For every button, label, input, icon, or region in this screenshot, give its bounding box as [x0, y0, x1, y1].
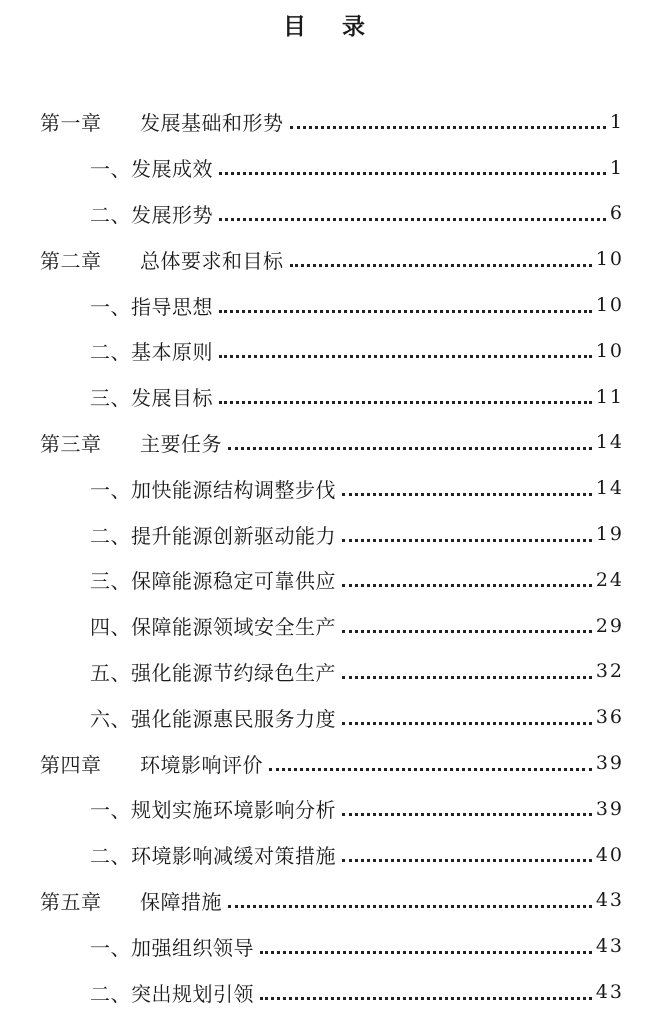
- entry-title: 发展基础和形势: [140, 111, 284, 136]
- toc-entry-label: [90, 199, 213, 228]
- page-number: 1: [609, 156, 624, 179]
- page-number: 24: [595, 568, 624, 591]
- page-number: 39: [595, 797, 624, 820]
- page-number: 1: [609, 110, 624, 133]
- dot-leader: [342, 584, 592, 587]
- chapter-number: 第一章: [40, 111, 102, 136]
- entry-title: 二、发展形势: [90, 202, 213, 227]
- dot-leader: [342, 859, 592, 862]
- dot-leader: [342, 676, 592, 679]
- table-of-contents: [0, 99, 648, 1015]
- page-number: 43: [595, 981, 624, 1004]
- dot-leader: [219, 310, 592, 313]
- entry-title: 一、加强组织领导: [90, 935, 254, 960]
- toc-entry-label: [40, 107, 284, 136]
- dot-leader: [219, 218, 606, 221]
- page-number: 43: [595, 889, 624, 912]
- dot-leader: [219, 401, 592, 404]
- toc-chapter-entry[interactable]: [0, 99, 648, 145]
- entry-title: 环境影响评价: [140, 752, 263, 777]
- dot-leader: [219, 172, 606, 175]
- toc-section-entry[interactable]: [0, 557, 648, 603]
- page-number: 39: [595, 752, 624, 775]
- toc-section-entry[interactable]: [0, 282, 648, 328]
- page-title: 目 录: [282, 14, 379, 40]
- dot-leader: [342, 630, 592, 633]
- entry-title: 二、突出规划引领: [90, 981, 254, 1006]
- toc-entry-label: [90, 703, 336, 732]
- toc-chapter-entry[interactable]: [0, 236, 648, 282]
- page-number: 6: [609, 202, 624, 225]
- dot-leader: [228, 447, 592, 450]
- toc-chapter-entry[interactable]: [0, 740, 648, 786]
- dot-leader: [269, 768, 592, 771]
- entry-title: 主要任务: [140, 431, 222, 456]
- toc-entry-label: [90, 932, 254, 961]
- toc-entry-label: [40, 749, 263, 778]
- dot-leader: [342, 813, 592, 816]
- page-number: 10: [595, 248, 624, 271]
- toc-chapter-entry[interactable]: [0, 420, 648, 466]
- entry-title: 二、提升能源创新驱动能力: [90, 523, 336, 548]
- page-number: 29: [595, 614, 624, 637]
- toc-entry-label: [40, 428, 222, 457]
- chapter-number: 第五章: [40, 889, 102, 914]
- toc-entry-label: [90, 153, 213, 182]
- toc-entry-label: [90, 474, 336, 503]
- chapter-number: 第二章: [40, 248, 102, 273]
- entry-title: 一、指导思想: [90, 294, 213, 319]
- toc-entry-label: [40, 245, 284, 274]
- entry-title: 四、保障能源领域安全生产: [90, 615, 336, 640]
- page-number: 10: [595, 339, 624, 362]
- toc-section-entry[interactable]: [0, 191, 648, 237]
- dot-leader: [260, 951, 592, 954]
- toc-section-entry[interactable]: [0, 328, 648, 374]
- entry-title: 三、保障能源稳定可靠供应: [90, 569, 336, 594]
- page-number: 10: [595, 294, 624, 317]
- toc-section-entry[interactable]: [0, 465, 648, 511]
- toc-entry-label: [90, 794, 336, 823]
- page-number: 40: [595, 843, 624, 866]
- toc-section-entry[interactable]: [0, 832, 648, 878]
- entry-title: 二、基本原则: [90, 340, 213, 365]
- dot-leader: [342, 722, 592, 725]
- entry-title: 三、发展目标: [90, 386, 213, 411]
- dot-leader: [290, 264, 592, 267]
- toc-entry-label: [90, 565, 336, 594]
- entry-title: 一、规划实施环境影响分析: [90, 798, 336, 823]
- chapter-number: 第三章: [40, 431, 102, 456]
- page-number: 11: [595, 385, 624, 408]
- toc-entry-label: [40, 886, 222, 915]
- toc-section-entry[interactable]: [0, 603, 648, 649]
- toc-entry-label: [90, 382, 213, 411]
- toc-section-entry[interactable]: [0, 786, 648, 832]
- toc-entry-label: [90, 291, 213, 320]
- toc-entry-label: [90, 611, 336, 640]
- dot-leader: [342, 539, 592, 542]
- entry-title: 五、强化能源节约绿色生产: [90, 660, 336, 685]
- toc-entry-label: [90, 840, 336, 869]
- dot-leader: [228, 905, 592, 908]
- toc-section-entry[interactable]: [0, 923, 648, 969]
- toc-entry-label: [90, 520, 336, 549]
- page-number: 19: [595, 523, 624, 546]
- entry-title: 总体要求和目标: [140, 248, 284, 273]
- page-number: 14: [595, 477, 624, 500]
- toc-section-entry[interactable]: [0, 511, 648, 557]
- toc-section-entry[interactable]: [0, 145, 648, 191]
- page-number: 43: [595, 935, 624, 958]
- dot-leader: [260, 997, 592, 1000]
- toc-entry-label: [90, 978, 254, 1007]
- chapter-number: 第四章: [40, 752, 102, 777]
- entry-title: 六、强化能源惠民服务力度: [90, 706, 336, 731]
- page-number: 32: [595, 660, 624, 683]
- entry-title: 保障措施: [140, 889, 222, 914]
- toc-entry-label: [90, 336, 213, 365]
- toc-section-entry[interactable]: [0, 694, 648, 740]
- toc-chapter-entry[interactable]: [0, 878, 648, 924]
- toc-section-entry[interactable]: [0, 649, 648, 695]
- toc-entry-label: [90, 657, 336, 686]
- entry-title: 一、加快能源结构调整步伐: [90, 477, 336, 502]
- entry-title: 一、发展成效: [90, 157, 213, 182]
- toc-section-entry[interactable]: [0, 969, 648, 1015]
- dot-leader: [219, 355, 592, 358]
- page-number: 14: [595, 431, 624, 454]
- dot-leader: [342, 493, 592, 496]
- dot-leader: [290, 126, 606, 129]
- page-number: 36: [595, 706, 624, 729]
- entry-title: 二、环境影响减缓对策措施: [90, 844, 336, 869]
- toc-section-entry[interactable]: [0, 374, 648, 420]
